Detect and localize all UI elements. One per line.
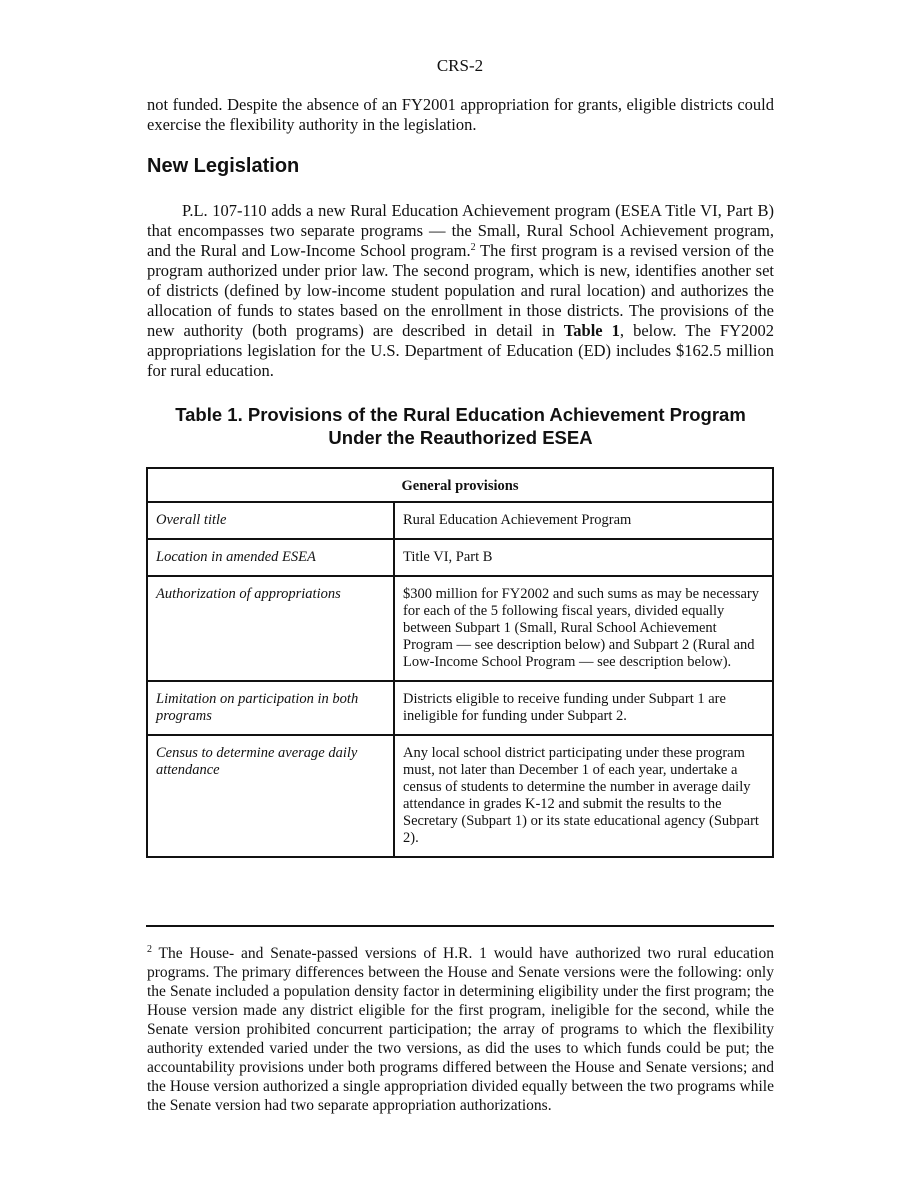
page-number-header: CRS-2 xyxy=(436,56,484,75)
footnote-reference[interactable]: 2 xyxy=(470,242,476,253)
footnote-marker: 2 xyxy=(147,944,152,955)
table-header-row xyxy=(147,468,773,502)
table-row xyxy=(147,576,773,681)
footnote-text: The House- and Senate-passed versions of H.R. 1 would have authorized two rural education programs. The primary differences between the House and Senate versions were the following: only the Senate included a population density factor in determining eligibility under the first program; the House version made any district eligible for the first program, ineligible for the second, while the Senate version prohibited concurrent participation; the array of programs to which the flexibility authority extended varied under the two versions, as did the uses to which funds could be put; the accountability provisions under both programs differed between the House and Senate versions; and the House version authorized a single appropriation divided equally between the two programs while the Senate version had two separate appropriation authorizations. xyxy=(147,945,774,1114)
row-label: Authorization of appropriations xyxy=(147,576,394,681)
footnote-divider xyxy=(146,925,774,927)
paragraph-text-part-c: , below. The FY2002 appropriations legislation for the U.S. Department of Education (ED) includes $162.5 million for rural education. xyxy=(147,321,775,380)
section-heading: New Legislation xyxy=(147,155,300,177)
table-reference: Table 1 xyxy=(563,321,620,340)
table-caption xyxy=(147,403,774,449)
paragraph-text-part-b: The first program is a revised version of the program authorized under prior law. The second program, which is new, identifies another set of districts (defined by low-income student population and rural location) and authorizes the allocation of funds to states based on the enrollment in those districts. The provisions of the new authority (both programs) are described in detail in xyxy=(147,241,774,340)
row-value: $300 million for FY2002 and such sums as may be necessary for each of the 5 following fiscal years, divided equally between Subpart 1 (Small, Rural School Achievement Program — see description below) and Subpart 2 (Rural and Low-Income School Program — see description below). xyxy=(394,576,773,681)
row-value: Any local school district participating under these program must, not later than December 1 of each year, undertake a census of students to determine the number in average daily attendance in grades K-12 and submit the results to the Secretary (Subpart 1) or its state educational agency (Subpart 2). xyxy=(394,735,773,857)
row-value: Rural Education Achievement Program xyxy=(394,502,773,539)
row-value: Districts eligible to receive funding under Subpart 1 are ineligible for funding under Subpart 2. xyxy=(394,681,773,735)
table-row xyxy=(147,735,773,857)
row-value: Title VI, Part B xyxy=(394,539,773,576)
provisions-table xyxy=(146,467,774,858)
table-row xyxy=(147,502,773,539)
table-row xyxy=(147,681,773,735)
row-label: Census to determine average daily attendance xyxy=(147,735,394,857)
table-caption-line-2: Under the Reauthorized ESEA xyxy=(328,427,593,448)
row-label: Location in amended ESEA xyxy=(147,539,394,576)
section-paragraph xyxy=(147,201,774,381)
table-row xyxy=(147,539,773,576)
paragraph-text-part-a: P.L. 107-110 adds a new Rural Education Achievement program (ESEA Title VI, Part B) that encompasses two separate programs — the Small, Rural School Achievement program, and the Rural and Low-Income School program. xyxy=(147,201,774,260)
row-label: Limitation on participation in both programs xyxy=(147,681,394,735)
row-label: Overall title xyxy=(147,502,394,539)
table-header-cell: General provisions xyxy=(147,468,773,502)
footnote xyxy=(147,944,774,1115)
intro-paragraph: not funded. Despite the absence of an FY2001 appropriation for grants, eligible districts could exercise the flexibility authority in the legislation. xyxy=(147,95,774,134)
table-caption-line-1: Table 1. Provisions of the Rural Education Achievement Program xyxy=(175,404,746,425)
